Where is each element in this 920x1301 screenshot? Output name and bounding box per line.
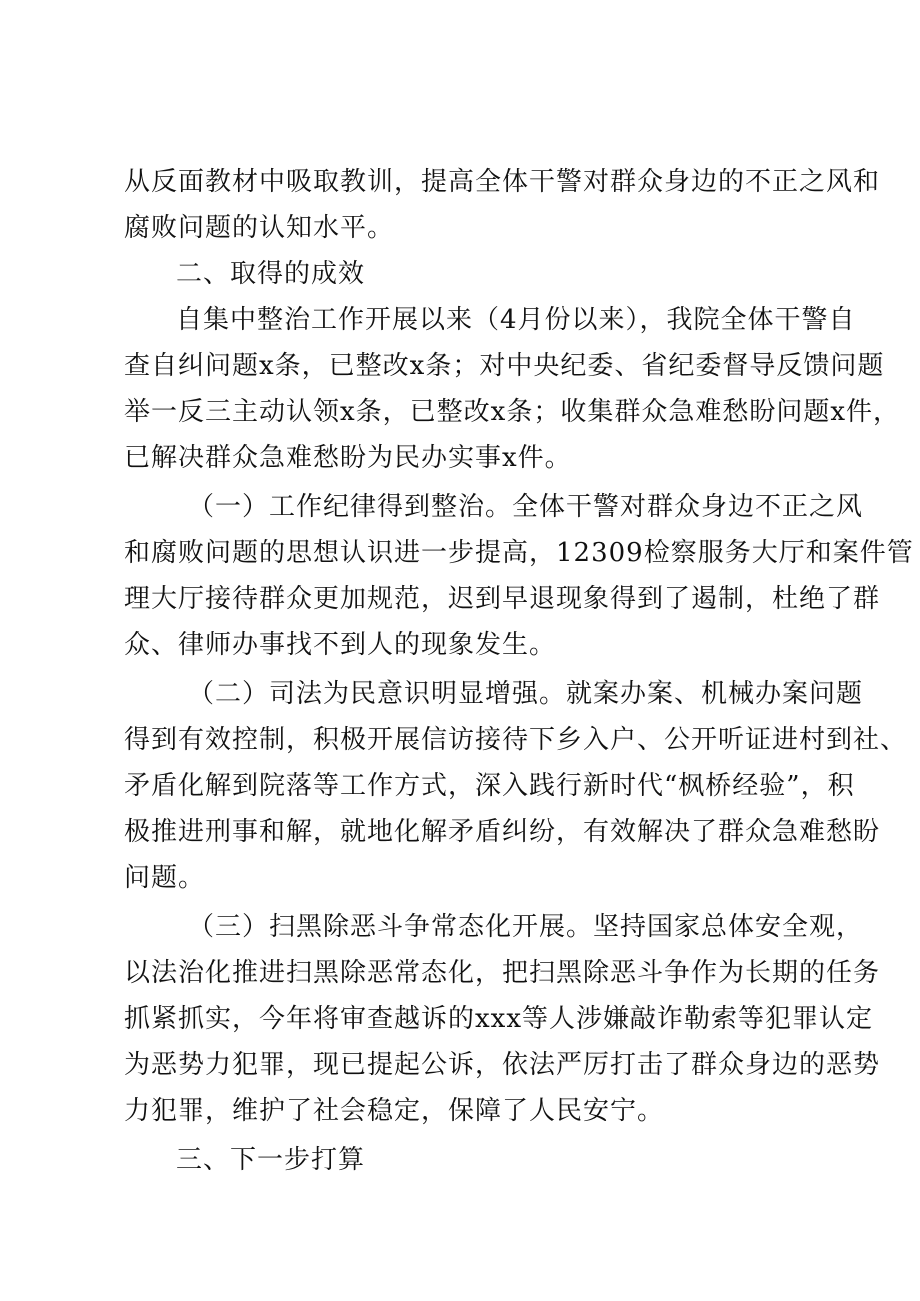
paragraph-start: 自集中整治工作开展以来（4月份以来），我院全体干警自 (176, 305, 856, 335)
body-line: 查自纠问题x条，已整改x条；对中央纪委、省纪委督导反馈问题 (124, 351, 885, 381)
body-line: 从反面教材中吸取教训，提高全体干警对群众身边的不正之风和 (124, 167, 881, 197)
subsection-line: （三）扫黑除恶斗争常态化开展。坚持国家总体安全观， (188, 912, 864, 942)
section-heading: 三、下一步打算 (176, 1145, 366, 1175)
body-line: 和腐败问题的思想认识进一步提高，12309检察服务大厅和案件管 (124, 538, 914, 568)
section-heading: 二、取得的成效 (176, 259, 366, 289)
body-line: 为恶势力犯罪，现已提起公诉，依法严厉打击了群众身边的恶势 (124, 1050, 881, 1080)
body-line: 众、律师办事找不到人的现象发生。 (124, 630, 557, 660)
body-line: 以法治化推进扫黑除恶常态化，把扫黑除恶斗争作为长期的任务 (124, 958, 881, 988)
body-line: 理大厅接待群众更加规范，迟到早退现象得到了遏制，杜绝了群 (124, 584, 881, 614)
body-line: 得到有效控制，积极开展信访接待下乡入户、公开听证进村到社、 (124, 725, 908, 755)
body-line: 举一反三主动认领x条，已整改x条；收集群众急难愁盼问题x件， (124, 397, 900, 427)
body-line: 矛盾化解到院落等工作方式，深入践行新时代“枫桥经验”，积 (124, 771, 855, 801)
body-line: 力犯罪，维护了社会稳定，保障了人民安宁。 (124, 1096, 665, 1126)
subsection-line: （一）工作纪律得到整治。全体干警对群众身边不正之风 (188, 492, 864, 522)
body-line: 抓紧抓实，今年将审查越诉的xxx等人涉嫌敲诈勒索等犯罪认定 (124, 1004, 873, 1034)
subsection-line: （二）司法为民意识明显增强。就案办案、机械办案问题 (188, 679, 864, 709)
body-line: 问题。 (124, 863, 206, 893)
body-line: 极推进刑事和解，就地化解矛盾纠纷，有效解决了群众急难愁盼 (124, 817, 881, 847)
body-line: 腐败问题的认知水平。 (124, 213, 395, 243)
body-line: 已解决群众急难愁盼为民办实事x件。 (124, 443, 572, 473)
